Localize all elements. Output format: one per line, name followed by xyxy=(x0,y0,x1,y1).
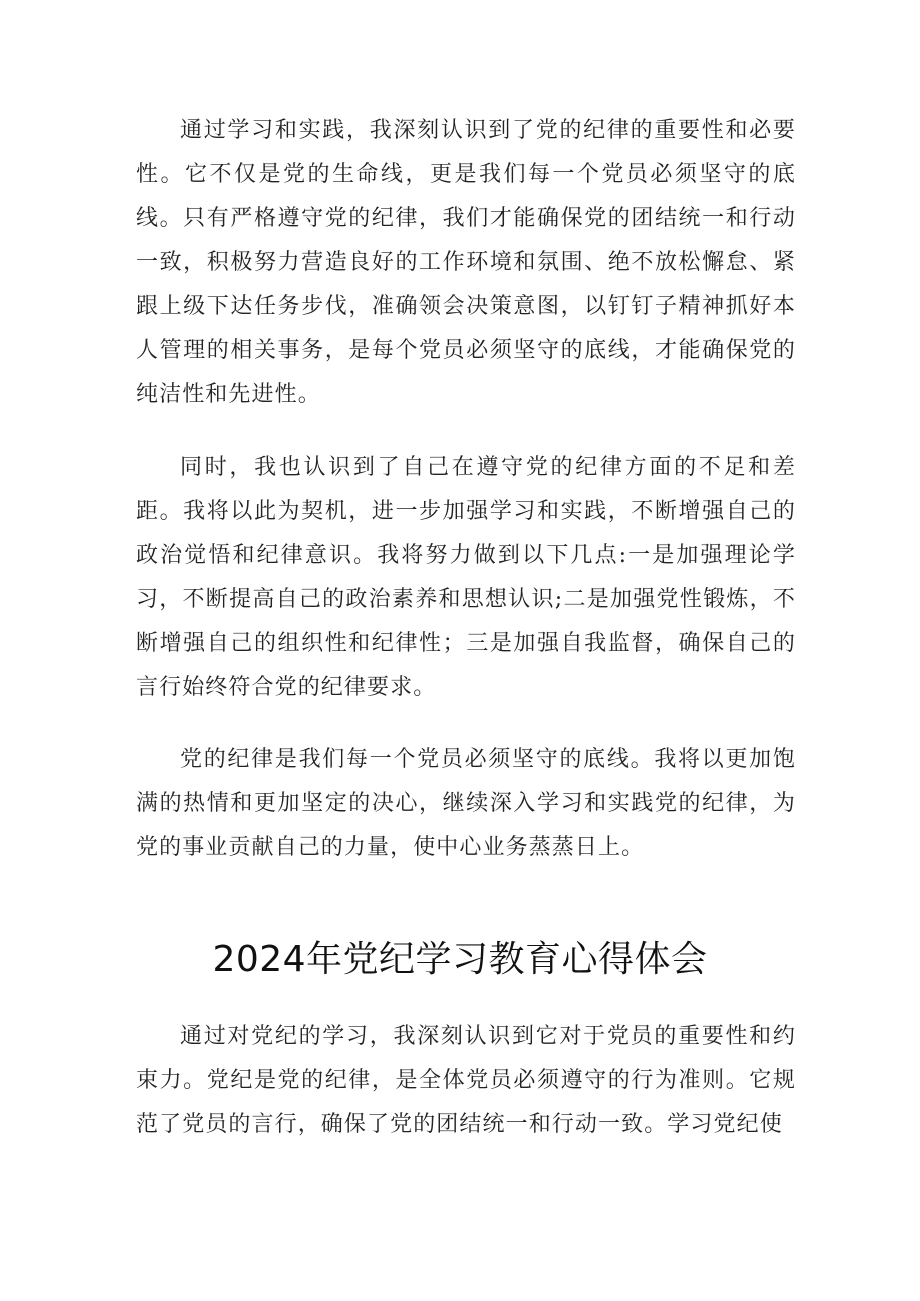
body-paragraph: 同时，我也认识到了自己在遵守党的纪律方面的不足和差距。我将以此为契机，进一步加强学习和实践，不断增强自己的政治觉悟和纪律意识。我将努力做到以下几点:一是加强理论学习，不断提高自己的政治素养和思想认识;二是加强党性锻炼，不断增强自己的组织性和纪律性；三是加强自我监督，确保自己的言行始终符合党的纪律要求。 xyxy=(136,455,796,700)
section-title: 2024年党纪学习教育心得体会 xyxy=(212,939,708,980)
body-paragraph: 通过对党纪的学习，我深刻认识到它对于党员的重要性和约束力。党纪是党的纪律，是全体党员必须遵守的行为准则。它规范了党员的言行，确保了党的团结统一和行动一致。学习党纪使 xyxy=(136,1024,796,1137)
body-paragraph: 党的纪律是我们每一个党员必须坚守的底线。我将以更加饱满的热情和更加坚定的决心，继续深入学习和实践党的纪律，为党的事业贡献自己的力量，使中心业务蒸蒸日上。 xyxy=(136,747,796,860)
body-paragraph: 通过学习和实践，我深刻认识到了党的纪律的重要性和必要性。它不仅是党的生命线，更是我们每一个党员必须坚守的底线。只有严格遵守党的纪律，我们才能确保党的团结统一和行动一致，积极努力营造良好的工作环境和氛围、绝不放松懈怠、紧跟上级下达任务步伐，准确领会决策意图，以钉钉子精神抓好本人管理的相关事务，是每个党员必须坚守的底线，才能确保党的纯洁性和先进性。 xyxy=(136,118,796,407)
